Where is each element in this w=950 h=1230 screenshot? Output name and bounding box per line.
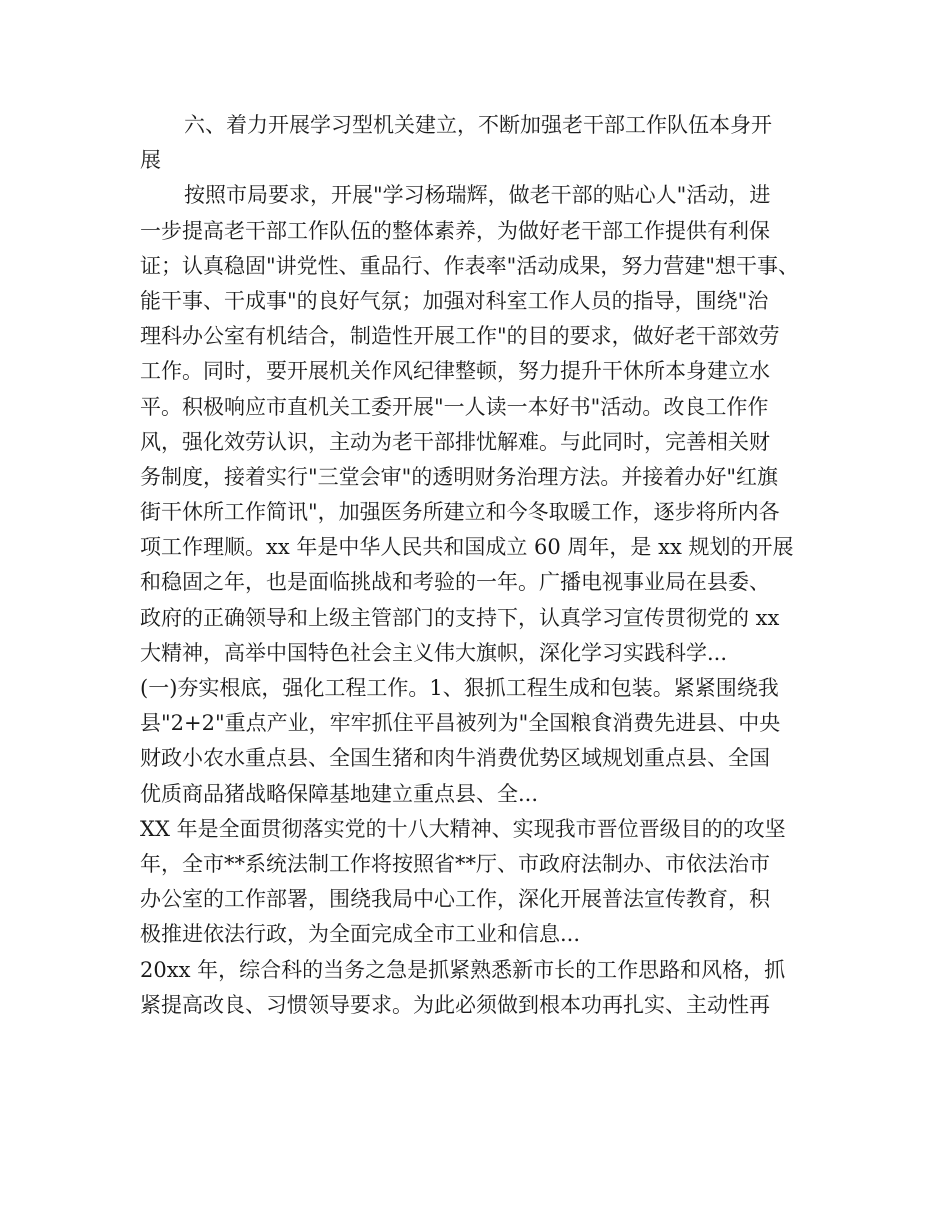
text-line: 务制度，接着实行"三堂会审"的透明财务治理方法。并接着办好"红旗 [140,464,778,489]
text-line: 政府的正确领导和上级主管部门的支持下，认真学习宣传贯彻党的 xx [140,605,780,630]
text-line: 财政小农水重点县、全国生猪和肉牛消费优势区域规划重点县、全国 [140,746,770,771]
paragraph-4 [140,953,820,1023]
text-line: 项工作理顺。xx 年是中华人民共和国成立 60 周年，是 xx 规划的开展 [140,535,794,560]
text-line: 理科办公室有机结合，制造性开展工作"的目的要求，做好老干部效劳 [140,324,780,349]
text-line: 办公室的工作部署，围绕我局中心工作，深化开展普法宣传教育，积 [140,887,770,912]
text-line: XX 年是全面贯彻落实党的十八大精神、实现我市晋位晋级目的的攻坚 [140,816,786,841]
text-line: (一)夯实根底，强化工程工作。1、狠抓工程生成和包装。紧紧围绕我 [140,676,779,700]
heading-line: 六、着力开展学习型机关建立，不断加强老干部工作队伍本身开 [184,113,772,137]
text-line: 年，全市**系统法制工作将按照省**厅、市政府法制办、市依法治市 [140,851,770,876]
text-line: 能干事、干成事"的良好气氛；加强对科室工作人员的指导，围绕"治 [140,288,769,313]
text-line: 风，强化效劳认识，主动为老干部排忧解难。与此同时，完善相关财 [140,429,770,454]
paragraph-3 [140,812,820,953]
text-line: 大精神，高举中国特色社会主义伟大旗帜，深化学习实践科学... [140,640,728,665]
paragraph-2 [140,671,820,812]
text-line: 按照市局要求，开展"学习杨瑞辉，做老干部的贴心人"活动，进 [184,183,771,208]
heading-line: 展 [140,148,161,173]
text-line: 极推进依法行政，为全面完成全市工业和信息... [140,922,581,947]
text-line: 平。积极响应市直机关工委开展"一人读一本好书"活动。改良工作作 [140,394,769,419]
text-line: 街干休所工作简讯"，加强医务所建立和今冬取暖工作，逐步将所内各 [140,500,780,525]
text-line: 一步提高老干部工作队伍的整体素养，为做好老干部工作提供有利保 [140,218,770,243]
text-line: 工作。同时，要开展机关作风纪律整顿，努力提升干休所本身建立水 [140,359,770,384]
text-line: 和稳固之年，也是面临挑战和考验的一年。广播电视事业局在县委、 [140,570,770,595]
text-line: 优质商品猪战略保障基地建立重点县、全... [140,781,539,806]
section-heading [140,108,820,178]
text-line: 证；认真稳固"讲党性、重品行、作表率"活动成果，努力营建"想干事、 [140,253,799,278]
text-line: 县"2+2"重点产业，牢牢抓住平昌被列为"全国粮食消费先进县、中央 [140,711,781,736]
text-line: 紧提高改良、习惯领导要求。为此必须做到根本功再扎实、主动性再 [140,992,770,1017]
paragraph-1 [140,178,820,671]
document-page [140,108,820,1023]
text-line: 20xx 年，综合科的当务之急是抓紧熟悉新市长的工作思路和风格，抓 [140,957,786,982]
